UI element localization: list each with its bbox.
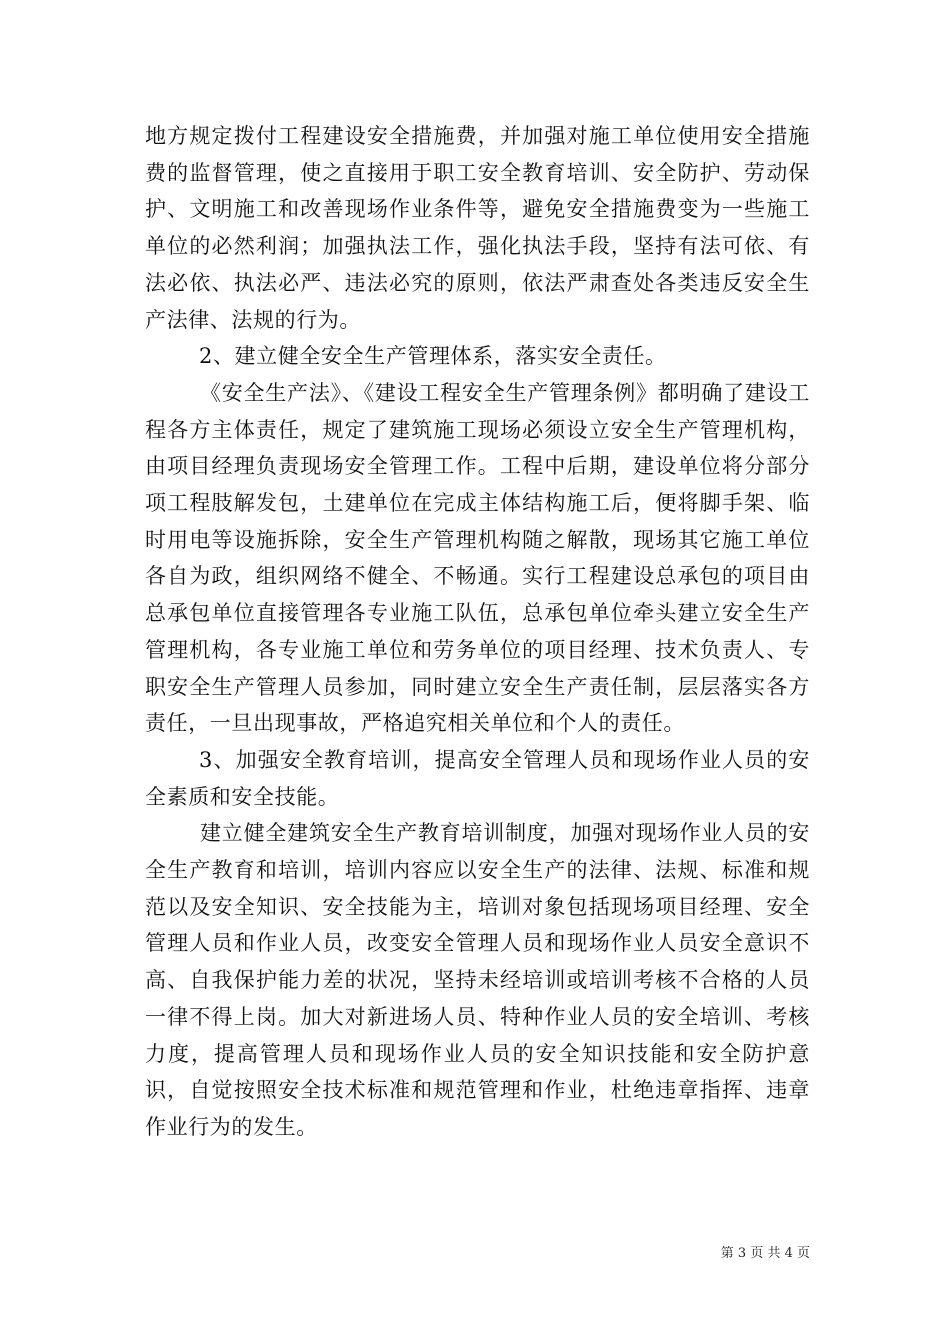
document-body (145, 118, 810, 1146)
paragraph-continuation: 地方规定拨付工程建设安全措施费，并加强对施工单位使用安全措施费的监督管理，使之直接用于职工安全教育培训、安全防护、劳动保护、文明施工和改善现场作业条件等，避免安全措施费变为一些施工单位的必然利润；加强执法工作，强化执法手段，坚持有法可依、有法必依、执法必严、违法必究的原则，依法严肃查处各类违反安全生产法律、法规的行为。 (145, 124, 810, 332)
page-number-footer: 第 3 页 共 4 页 (720, 1246, 810, 1261)
paragraph-section-3-body: 建立健全建筑安全生产教育培训制度，加强对现场作业人员的安全生产教育和培训，培训内容应以安全生产的法律、法规、标准和规范以及安全知识、安全技能为主，培训对象包括现场项目经理、安全管理人员和作业人员，改变安全管理人员和现场作业人员安全意识不高、自我保护能力差的状况，坚持未经培训或培训考核不合格的人员一律不得上岗。加大对新进场人员、特种作业人员的安全培训、考核力度，提高管理人员和现场作业人员的安全知识技能和安全防护意识，自觉按照安全技术标准和规范管理和作业，杜绝违章指挥、违章作业行为的发生。 (145, 821, 810, 1139)
section-heading-2: 2、建立健全安全生产管理体系，落实安全责任。 (199, 344, 667, 369)
paragraph-section-2-body: 《安全生产法》、《建设工程安全生产管理条例》都明确了建设工程各方主体责任，规定了建筑施工现场必须设立安全生产管理机构，由项目经理负责现场安全管理工作。工程中后期，建设单位将分部分项工程肢解发包，土建单位在完成主体结构施工后，便将脚手架、临时用电等设施拆除，安全生产管理机构随之解散，现场其它施工单位各自为政，组织网络不健全、不畅通。实行工程建设总承包的项目由总承包单位直接管理各专业施工队伍，总承包单位牵头建立安全生产管理机构，各专业施工单位和劳务单位的项目经理、技术负责人、专职安全生产管理人员参加，同时建立安全生产责任制，层层落实各方责任，一旦出现事故，严格追究相关单位和个人的责任。 (145, 380, 810, 736)
section-heading-3: 3、加强安全教育培训，提高安全管理人员和现场作业人员的安全素质和安全技能。 (145, 747, 810, 809)
